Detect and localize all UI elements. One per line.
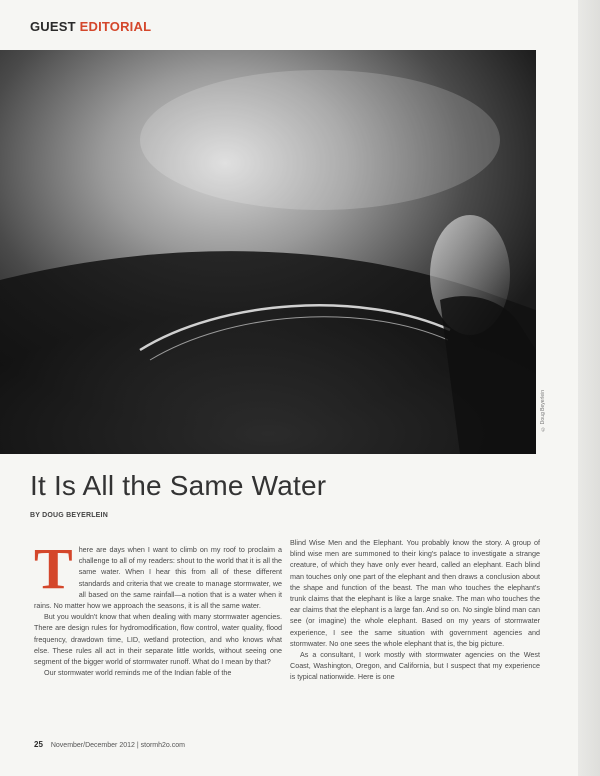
article-title: It Is All the Same Water: [30, 470, 327, 501]
page-edge: [578, 0, 600, 776]
section-kicker: GUEST: [30, 19, 76, 34]
article-column-left: [34, 536, 282, 678]
water-stream-photo: [0, 50, 536, 454]
paragraph-3: Our stormwater world reminds me of the Indian fable of the: [44, 668, 232, 678]
drop-cap: T: [34, 536, 73, 601]
footer-separator: |: [136, 742, 141, 749]
paragraph-5: As a consultant, I work mostly with stormwater agencies on the West Coast, Washington, Oregon, and California, but I suspect that my experience is typical nationwide. Here is one: [290, 650, 540, 682]
hero-photo: [0, 50, 536, 454]
section-header: [30, 19, 151, 34]
paragraph-1: [34, 536, 282, 611]
article-byline: BY DOUG BEYERLEIN: [30, 512, 108, 519]
paragraph-4: Blind Wise Men and the Elephant. You probably know the story. A group of blind wise men are summoned to their king's palace to investigate a strange creature, of which they have only ever heard, called an elephant. Each blind man touches only one part of the elephant and then draws a conclusion about the shape and function of the beast. The man who touches the elephant's trunk claims that the elephant is like a large snake. The man who touches the ear claims that the elephant is a large fan. And so on. No single blind man can see (or imagine) the whole elephant. Based on my years of stormwater experience, I see the same situation with government agencies and stormwater. No one sees the whole elephant that is, the big picture.: [290, 538, 540, 648]
paragraph-2: But you wouldn't know that when dealing with many stormwater agencies. There are design rules for hydromodification, flow control, water quality, flood frequency, drawdown time, LID, wetland protection, and who knows what else. These rules all act in their separate little worlds, without seeing one segment of the bigger world of stormwater runoff. What do I mean by that?: [34, 612, 282, 667]
site-url: stormh2o.com: [140, 742, 185, 749]
section-label: EDITORIAL: [79, 19, 152, 34]
paragraph-1-text: here are days when I want to climb on my roof to proclaim a challenge to all of my readers: shout to the world that it is all the same water. When I hear this from all of these different standards and criteria that we create to manage stormwater, we all based on the same rainfall—a notion that is a water when it rains. No matter how we approach the seasons, it is all the same water.: [34, 545, 282, 611]
page-footer: [34, 740, 185, 749]
issue-date: November/December 2012: [50, 742, 135, 749]
photo-credit: © Doug Beyerlein: [540, 390, 546, 432]
page-number: 25: [34, 740, 43, 749]
article-column-right: [290, 537, 540, 683]
